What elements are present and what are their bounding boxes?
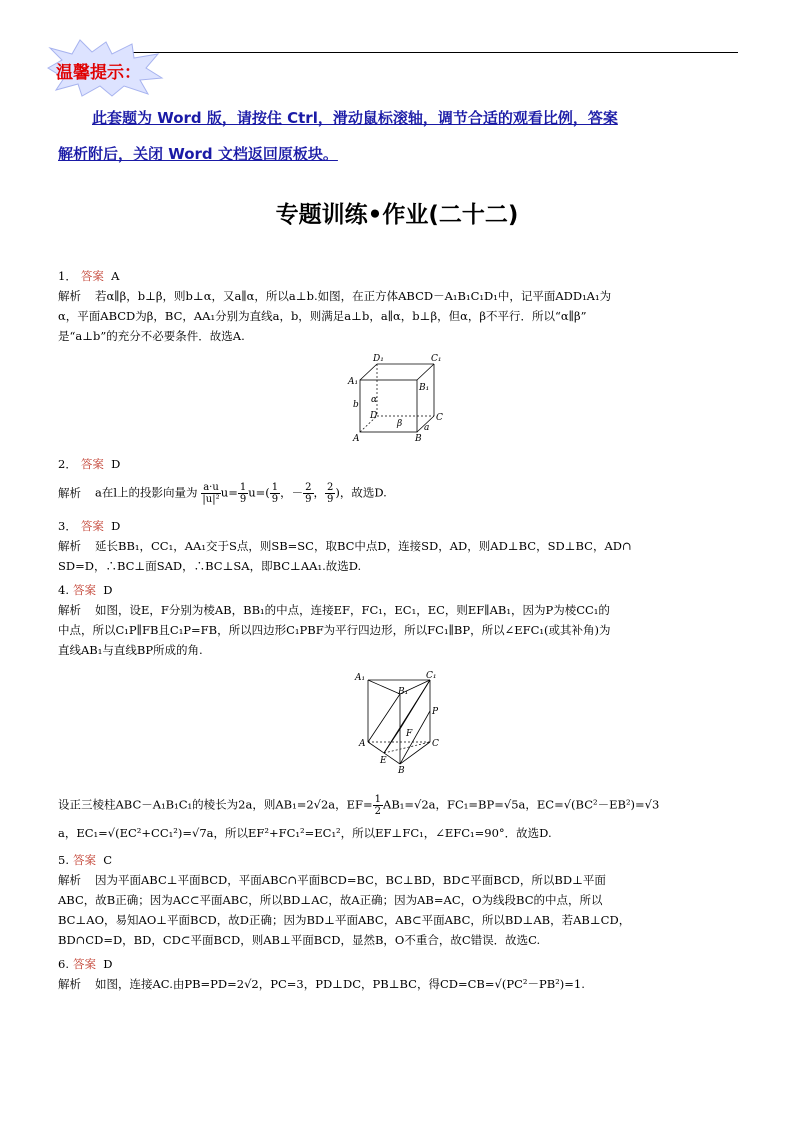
analysis-line: BD∩CD=D，BD，CD⊂平面BCD，则AB⊥平面BCD，显然B，O不重合，故C错误．故选C. bbox=[58, 933, 541, 947]
analysis-line: 是“a⊥b”的充分不必要条件．故选A. bbox=[58, 329, 245, 343]
fraction-bottom: 9 bbox=[305, 494, 312, 505]
analysis-text: AB₁=√2a，FC₁=BP=√5a，EC=√(BC²－EB²)=√3 bbox=[383, 797, 660, 812]
fig2-label-B1: B₁ bbox=[398, 687, 409, 697]
answer-value: D bbox=[103, 957, 113, 971]
fraction bbox=[238, 482, 248, 505]
analysis-line: SD=D，∴BC⊥面SAD，∴BC⊥SA，即BC⊥AA₁.故选D. bbox=[58, 559, 362, 573]
analysis-text: )，故选D. bbox=[335, 485, 387, 500]
analysis-label: 解析 bbox=[58, 539, 81, 553]
analysis-line: 因为平面ABC⊥平面BCD，平面ABC∩平面BCD=BC，BC⊥BD，BD⊂平面BCD，所以BD⊥平面 bbox=[95, 873, 606, 887]
analysis-line: ABC，故B正确；因为AC⊂平面ABC，所以BD⊥AC，故A正确；因为AB=AC，O为线段BC的中点，所以 bbox=[58, 893, 603, 907]
answer-number: 4. bbox=[58, 583, 69, 597]
analysis-text: ，－ bbox=[280, 485, 304, 500]
fig1-label-beta: β bbox=[397, 419, 403, 429]
notice-line-1: 此套题为 Word 版，请按住 Ctrl，滑动鼠标滚轴，调节合适的观看比例，答案 bbox=[92, 109, 618, 127]
fraction-bottom: |u|² bbox=[202, 494, 220, 505]
fraction-top: 1 bbox=[271, 482, 279, 493]
fraction-top: 2 bbox=[327, 482, 334, 493]
fraction bbox=[325, 482, 335, 505]
answer-value: C bbox=[103, 853, 113, 867]
analysis-text: 设正三棱柱ABC－A₁B₁C₁的棱长为2a，则AB₁=2√2a，EF= bbox=[58, 797, 373, 812]
fraction-bottom: 9 bbox=[239, 494, 247, 505]
analysis-label: 解析 bbox=[58, 977, 81, 991]
fig1-label-B1: B₁ bbox=[419, 383, 430, 393]
answer-value: D bbox=[111, 519, 121, 533]
cube-figure bbox=[345, 350, 450, 445]
fig2-label-B: B bbox=[398, 766, 405, 776]
fig2-label-E: E bbox=[380, 756, 387, 766]
analysis-label: 解析 bbox=[58, 603, 81, 617]
answer-label: 答案 bbox=[80, 269, 104, 283]
answer-label: 答案 bbox=[72, 583, 96, 597]
analysis-line: α，平面ABCD为β，BC，AA₁分别为直线a，b，则满足a⊥b，a∥α，b⊥β，但α，β不平行．所以“α∥β” bbox=[58, 309, 587, 323]
analysis-line: 如图，连接AC.由PB=PD=2√2，PC=3，PD⊥DC，PB⊥BC，得CD=CB=√(PC²－PB²)=1. bbox=[95, 977, 585, 991]
analysis-text: u=( bbox=[248, 485, 270, 500]
analysis-label: 解析 bbox=[58, 485, 81, 500]
fig2-label-C: C bbox=[432, 739, 439, 749]
fig1-label-B: B bbox=[415, 434, 422, 444]
fraction bbox=[201, 482, 221, 505]
analysis-text: ， bbox=[313, 485, 325, 500]
answer-number: 5. bbox=[58, 853, 69, 867]
fig1-label-D1: D₁ bbox=[373, 354, 384, 364]
analysis-text: u= bbox=[220, 485, 238, 500]
analysis-text: a，EC₁=√(EC²+CC₁²)=√7a，所以EF²+FC₁²=EC₁²，所以EF⊥FC₁，∠EFC₁=90°．故选D. bbox=[58, 826, 552, 840]
analysis-line: 中点，所以C₁P∥FB且C₁P=FB，所以四边形C₁PBF为平行四边形，所以FC₁∥BP，所以∠EFC₁(或其补角)为 bbox=[58, 623, 611, 637]
answer-label: 答案 bbox=[80, 519, 104, 533]
fig1-label-C1: C₁ bbox=[431, 354, 442, 364]
fig2-label-A1: A₁ bbox=[355, 673, 366, 683]
fraction-top: 2 bbox=[305, 482, 312, 493]
answer-6 bbox=[58, 954, 740, 994]
answer-3 bbox=[58, 516, 740, 576]
answer-4-continued bbox=[58, 794, 740, 843]
page-title: 专题训练•作业(二十二) bbox=[275, 202, 519, 228]
answer-value: A bbox=[111, 269, 120, 283]
prism-figure bbox=[350, 668, 450, 776]
notice-line-2: 解析附后，关闭 Word 文档返回原板块。 bbox=[58, 145, 338, 163]
fig2-label-F: F bbox=[406, 729, 413, 739]
tip-label: 温馨提示： bbox=[56, 63, 141, 83]
fig2-label-P: P bbox=[432, 707, 439, 717]
header-rule bbox=[118, 52, 738, 53]
fig1-label-A: A bbox=[353, 434, 360, 444]
analysis-line: BC⊥AO，易知AO⊥平面BCD，故D正确；因为BD⊥平面ABC，AB⊂平面ABC，所以BD⊥AB，若AB⊥CD， bbox=[58, 913, 631, 927]
notice-text bbox=[58, 100, 748, 172]
analysis-line: 如图，设E，F分别为棱AB，BB₁的中点，连接EF，FC₁，EC₁，EC，则EF∥AB₁，因为P为棱CC₁的 bbox=[95, 603, 610, 617]
answer-label: 答案 bbox=[72, 853, 96, 867]
analysis-label: 解析 bbox=[58, 289, 81, 303]
answer-1 bbox=[58, 266, 740, 346]
fig1-label-alpha: α bbox=[371, 395, 378, 405]
fraction-bottom: 9 bbox=[327, 494, 334, 505]
answer-number: 3． bbox=[58, 519, 77, 533]
analysis-line: 直线AB₁与直线BP所成的角. bbox=[58, 643, 203, 657]
fraction bbox=[303, 482, 313, 505]
answer-5 bbox=[58, 850, 740, 950]
fraction bbox=[270, 482, 280, 505]
fig1-label-C: C bbox=[436, 413, 443, 423]
analysis-label: 解析 bbox=[58, 873, 81, 887]
fraction bbox=[373, 794, 383, 817]
fig2-label-A: A bbox=[359, 739, 366, 749]
fraction-top: 1 bbox=[239, 482, 247, 493]
analysis-text: a在l上的投影向量为 bbox=[95, 485, 198, 500]
analysis-line: 延长BB₁，CC₁，AA₁交于S点，则SB=SC，取BC中点D，连接SD，AD，则AD⊥BC，SD⊥BC，AD∩ bbox=[95, 539, 632, 553]
answer-value: D bbox=[103, 583, 113, 597]
fraction-bottom: 9 bbox=[271, 494, 279, 505]
answer-label: 答案 bbox=[80, 457, 104, 471]
answer-number: 1． bbox=[58, 269, 77, 283]
fig2-label-C1: C₁ bbox=[426, 671, 437, 681]
answer-4 bbox=[58, 580, 740, 660]
fig1-label-D: D bbox=[370, 411, 378, 421]
fig1-label-a: a bbox=[424, 423, 430, 433]
fraction-bottom: 2 bbox=[374, 806, 382, 817]
answer-2 bbox=[58, 454, 740, 505]
fraction-top: 1 bbox=[374, 794, 382, 805]
answer-value: D bbox=[111, 457, 121, 471]
analysis-line: 若α∥β，b⊥β，则b⊥α，又a∥α，所以a⊥b.如图，在正方体ABCD－A₁B₁C₁D₁中，记平面ADD₁A₁为 bbox=[95, 289, 612, 303]
answer-number: 6. bbox=[58, 957, 69, 971]
fraction-top: a·u bbox=[203, 482, 219, 493]
answer-number: 2． bbox=[58, 457, 77, 471]
fig1-label-b: b bbox=[353, 400, 359, 410]
answer-label: 答案 bbox=[72, 957, 96, 971]
fig1-label-A1: A₁ bbox=[348, 377, 359, 387]
